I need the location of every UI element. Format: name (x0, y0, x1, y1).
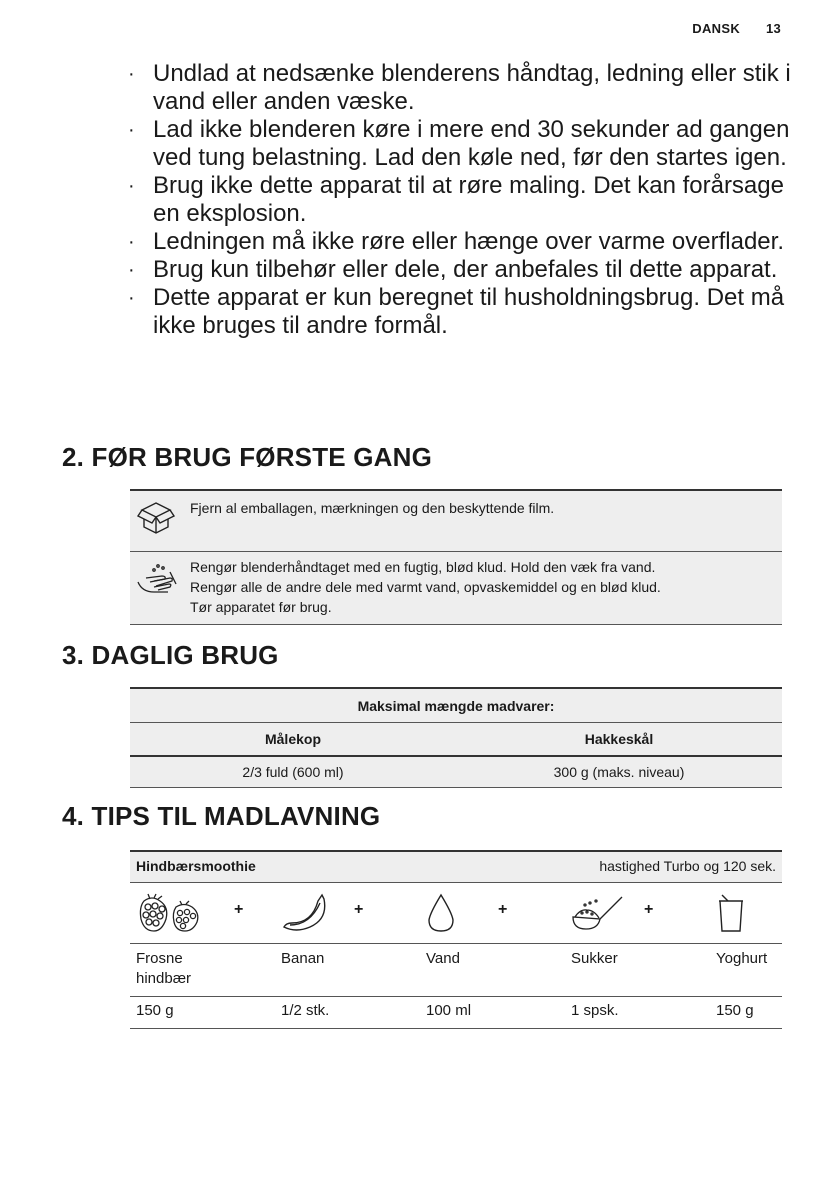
list-item: · Brug kun tilbehør eller dele, der anbefales til dette apparat. (128, 256, 778, 283)
banana-icon (282, 893, 328, 938)
list-item: · Brug ikke dette apparat til at røre maling. Det kan forårsage en eksplosion. (128, 172, 784, 227)
instruction-text: Tør apparatet før brug. (190, 599, 332, 615)
column-header: Hakkeskål (456, 723, 782, 757)
list-item: · Dette apparat er kun beregnet til husholdningsbrug. Det må ikke bruges til andre formål. (128, 284, 785, 339)
ingredient-amount: 1/2 stk. (281, 1002, 330, 1019)
yoghurt-cup-icon (716, 893, 746, 940)
ingredient-amount: 100 ml (426, 1002, 472, 1019)
column-header: Målekop (130, 723, 456, 757)
list-item: · Ledningen må ikke røre eller hænge over varme overflader. (128, 228, 784, 255)
capacity-table (130, 687, 782, 788)
page-header (692, 21, 781, 36)
ingredient-name: Vand (426, 950, 460, 967)
instruction-text: Fjern al emballagen, mærkningen og den beskyttende film. (190, 500, 555, 516)
page-number: 13 (765, 21, 781, 36)
first-use-row-unpack (130, 491, 782, 552)
ingredient-name: Sukker (571, 950, 618, 967)
capacity-table-title: Maksimal mængde madvarer: (130, 688, 782, 723)
table-cell: 2/3 fuld (600 ml) (130, 756, 456, 788)
ingredient-name: Yoghurt (716, 950, 768, 967)
header-language: DANSK (692, 21, 741, 36)
ingredient-names-row (130, 944, 782, 997)
recipe-header (130, 852, 782, 883)
ingredient-amount: 150 g (716, 1002, 754, 1019)
first-use-row-clean (130, 552, 782, 625)
plus-sign: + (498, 901, 508, 918)
list-item: · Lad ikke blenderen køre i mere end 30 sekunder ad gangen ved tung belastning. Lad den køle ned, før den startes igen. (128, 116, 790, 171)
plus-sign: + (644, 901, 654, 918)
table-cell: 300 g (maks. niveau) (456, 756, 782, 788)
ingredient-amount: 1 spsk. (571, 1002, 619, 1019)
sugar-spoon-icon (570, 893, 626, 938)
section-3-title: 3. DAGLIG BRUG (62, 640, 279, 670)
ingredient-amounts-row (130, 997, 782, 1029)
section-2-title: 2. FØR BRUG FØRSTE GANG (62, 442, 433, 472)
list-item: · Undlad at nedsænke blenderens håndtag, ledning eller stik i vand eller anden væske. (128, 60, 791, 115)
ingredient-name: Banan (281, 950, 325, 967)
water-drop-icon (426, 893, 456, 938)
plus-sign: + (354, 901, 364, 918)
cleaning-hand-icon (136, 562, 178, 601)
ingredient-name: Frosne hindbær (136, 950, 192, 987)
safety-bullet-list (126, 60, 806, 340)
recipe-setting: hastighed Turbo og 120 sek. (599, 858, 776, 874)
ingredient-icons-row (130, 883, 782, 944)
instruction-text: Rengør blenderhåndtaget med en fugtig, blød klud. Hold den væk fra vand. (190, 559, 656, 575)
recipe-name: Hindbærsmoothie (136, 858, 256, 874)
instruction-text: Rengør alle de andre dele med varmt vand, opvaskemiddel og en blød klud. (190, 579, 661, 595)
ingredient-amount: 150 g (136, 1002, 174, 1019)
recipe-table (130, 850, 782, 1029)
package-icon (136, 499, 176, 542)
raspberry-icon (136, 893, 202, 938)
section-4-title: 4. TIPS TIL MADLAVNING (62, 801, 381, 831)
plus-sign: + (234, 901, 244, 918)
first-use-box (130, 489, 782, 625)
